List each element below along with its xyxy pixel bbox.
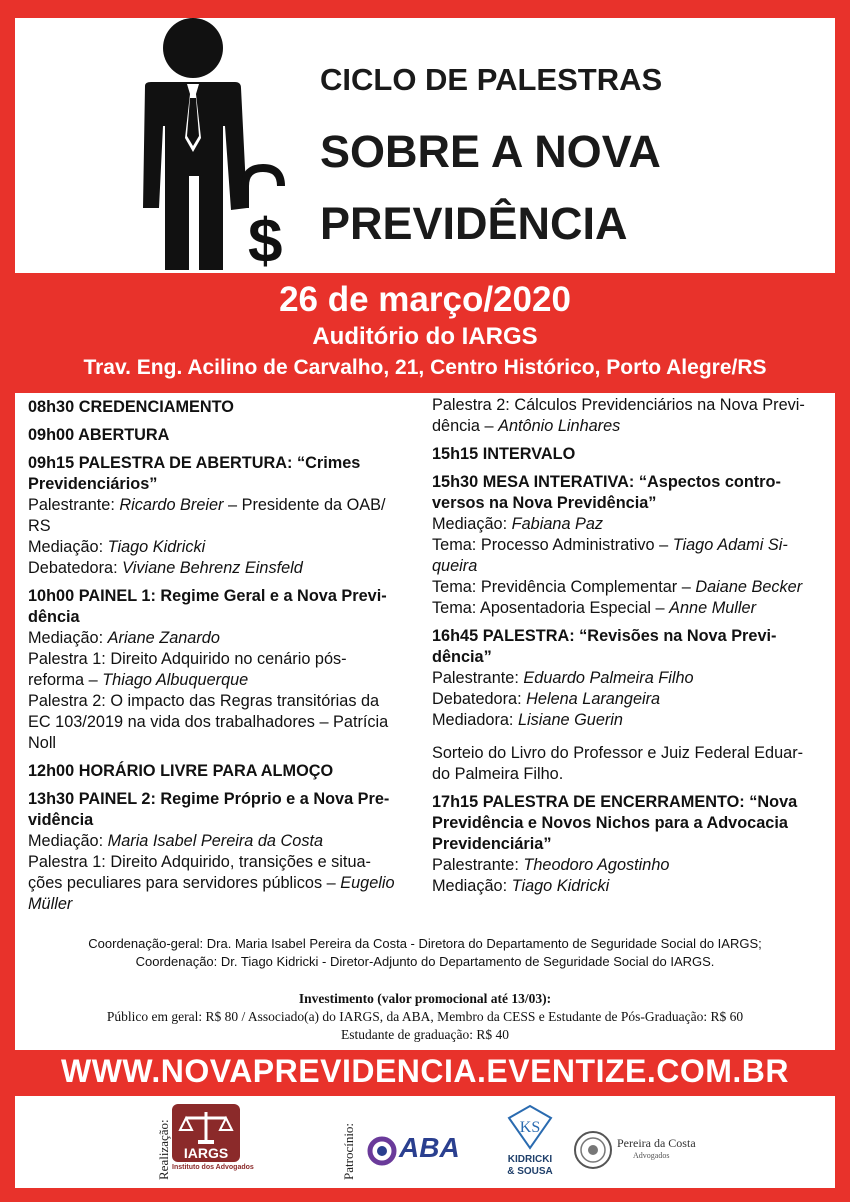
session-heading: dência <box>28 608 80 626</box>
title-line-1: CICLO DE PALESTRAS <box>320 62 663 97</box>
program-left-column <box>28 397 420 922</box>
topic-line: Tema: Processo Administrativo – Tiago Adami Si- <box>432 536 788 554</box>
ks-name-1: KIDRICKI <box>507 1154 553 1165</box>
coordination-line: Coordenação-geral: Dra. Maria Isabel Pereira da Costa - Diretora do Departamento de Seguridade Social do IARGS; <box>88 936 762 951</box>
website-url[interactable]: WWW.NOVAPREVIDENCIA.EVENTIZE.COM.BR <box>60 1053 790 1089</box>
schedule-intervalo: 15h15 INTERVALO <box>432 445 576 463</box>
investment-title: Investimento (valor promocional até 13/03): <box>298 991 552 1006</box>
debater-line: Debatedora: Helena Larangeira <box>432 690 661 708</box>
talk-line: Palestra 2: Cálculos Previdenciários na Nova Previ- <box>432 396 805 414</box>
aba-swirl-icon <box>365 1136 399 1166</box>
session-heading: 17h15 PALESTRA DE ENCERRAMENTO: “Nova <box>432 793 798 811</box>
ks-shield-icon <box>505 1104 555 1150</box>
schedule-credenciamento: 08h30 CREDENCIAMENTO <box>28 398 234 416</box>
moderator-line: Mediação: Tiago Kidricki <box>432 877 610 895</box>
talk-line: Palestra 1: Direito Adquirido, transições e situa- <box>28 853 371 871</box>
session-heading: vidência <box>28 811 94 829</box>
moderator-line: Mediação: Ariane Zanardo <box>28 629 220 647</box>
session-heading: 16h45 PALESTRA: “Revisões na Nova Previ- <box>432 627 777 645</box>
schedule-abertura: 09h00 ABERTURA <box>28 426 170 444</box>
investment-note <box>15 990 835 1044</box>
topic-line: queira <box>432 557 478 575</box>
talk-line: dência – Antônio Linhares <box>432 417 621 435</box>
investment-line: Estudante de graduação: R$ 40 <box>341 1027 509 1042</box>
raffle-line: do Palmeira Filho. <box>432 765 564 783</box>
title-line-2: SOBRE A NOVA <box>320 126 661 177</box>
session-heading: 10h00 PAINEL 1: Regime Geral e a Nova Previ- <box>28 587 387 605</box>
talk-line: Müller <box>28 895 73 913</box>
moderator-line: Mediação: Tiago Kidricki <box>28 538 206 556</box>
schedule-painel-2 <box>28 789 420 915</box>
iargs-logo <box>172 1104 254 1180</box>
svg-text:$: $ <box>248 207 283 273</box>
session-heading: Previdenciária” <box>432 835 552 853</box>
debater-line: Debatedora: Viviane Behrenz Einsfeld <box>28 559 303 577</box>
session-heading: 15h30 MESA INTERATIVA: “Aspectos contro- <box>432 473 781 491</box>
svg-text:KS: KS <box>519 1119 541 1136</box>
schedule-palestra-abertura <box>28 453 420 579</box>
talk-line: reforma – Thiago Albuquerque <box>28 671 249 689</box>
event-venue: Auditório do IARGS <box>312 323 538 350</box>
talk-line: EC 103/2019 na vida dos trabalhadores – Patrícia <box>28 713 389 731</box>
moderator-line: Mediadora: Lisiane Guerin <box>432 711 623 729</box>
session-heading: versos na Nova Previdência” <box>432 494 657 512</box>
session-heading: 13h30 PAINEL 2: Regime Próprio e a Nova Pre- <box>28 790 390 808</box>
kidricki-sousa-logo <box>495 1104 565 1184</box>
program-right-column <box>432 395 830 904</box>
schedule-painel-1 <box>28 586 420 754</box>
schedule-almoco: 12h00 HORÁRIO LIVRE PARA ALMOÇO <box>28 762 334 780</box>
session-heading: Previdência e Novos Nichos para a Advocacia <box>432 814 788 832</box>
schedule-palestra-revisoes <box>432 626 830 731</box>
speaker-line: Palestrante: Eduardo Palmeira Filho <box>432 669 694 687</box>
patrocinio-label: Patrocínio: <box>341 1122 356 1180</box>
aba-name: ABA <box>399 1132 460 1163</box>
event-address: Trav. Eng. Acilino de Carvalho, 21, Centro Histórico, Porto Alegre/RS <box>83 356 767 379</box>
talk-line: Noll <box>28 734 57 752</box>
topic-line: Tema: Aposentadoria Especial – Anne Muller <box>432 599 757 617</box>
sponsors-footer <box>15 1096 835 1188</box>
speaker-line: Palestrante: Ricardo Breier – Presidente da OAB/ <box>28 496 386 514</box>
aba-logo <box>365 1132 470 1172</box>
session-heading: Previdenciários” <box>28 475 158 493</box>
coordination-note <box>15 935 835 971</box>
schedule-sorteio <box>432 743 830 785</box>
ks-name-2: & SOUSA <box>507 1166 553 1177</box>
iargs-name: IARGS <box>183 1145 229 1161</box>
talk-line: Palestra 2: O impacto das Regras transitórias da <box>28 692 380 710</box>
moderator-line: Mediação: Maria Isabel Pereira da Costa <box>28 832 324 850</box>
man-with-cane-dollar-icon <box>135 18 305 273</box>
topic-line: Tema: Previdência Complementar – Daiane Becker <box>432 578 803 596</box>
scales-icon <box>172 1104 240 1162</box>
realizacao-label: Realização: <box>156 1119 171 1180</box>
investment-line: Público em geral: R$ 80 / Associado(a) do IARGS, da ABA, Membro da CESS e Estudante de Pós-Graduação: R$ 60 <box>106 1009 744 1024</box>
moderator-line: Mediação: Fabiana Paz <box>432 515 604 533</box>
session-heading: dência” <box>432 648 492 666</box>
schedule-encerramento <box>432 792 830 897</box>
iargs-subtitle: Instituto dos Advogados <box>172 1164 254 1171</box>
pereira-costa-subtitle: Advogados <box>633 1151 670 1160</box>
schedule-mesa-interativa <box>432 472 830 619</box>
seal-icon <box>573 1130 613 1170</box>
talk-line: ções peculiares para servidores públicos – Eugelio <box>28 874 395 892</box>
session-heading: 09h15 PALESTRA DE ABERTURA: “Crimes <box>28 454 361 472</box>
coordination-line: Coordenação: Dr. Tiago Kidricki - Diretor-Adjunto do Departamento de Seguridade Social do IARGS. <box>135 954 715 969</box>
talk-line: Palestra 1: Direito Adquirido no cenário pós- <box>28 650 347 668</box>
pereira-costa-name: Pereira da Costa <box>617 1136 696 1150</box>
program-panel <box>15 393 835 1050</box>
speaker-line: Palestrante: Theodoro Agostinho <box>432 856 670 874</box>
header-banner <box>15 18 835 273</box>
speaker-line: RS <box>28 517 51 535</box>
title-line-3: PREVIDÊNCIA <box>320 198 628 249</box>
event-date: 26 de março/2020 <box>279 280 571 319</box>
schedule-palestra-2 <box>432 395 830 437</box>
pereira-costa-logo <box>573 1130 713 1174</box>
raffle-line: Sorteio do Livro do Professor e Juiz Federal Eduar- <box>432 744 804 762</box>
